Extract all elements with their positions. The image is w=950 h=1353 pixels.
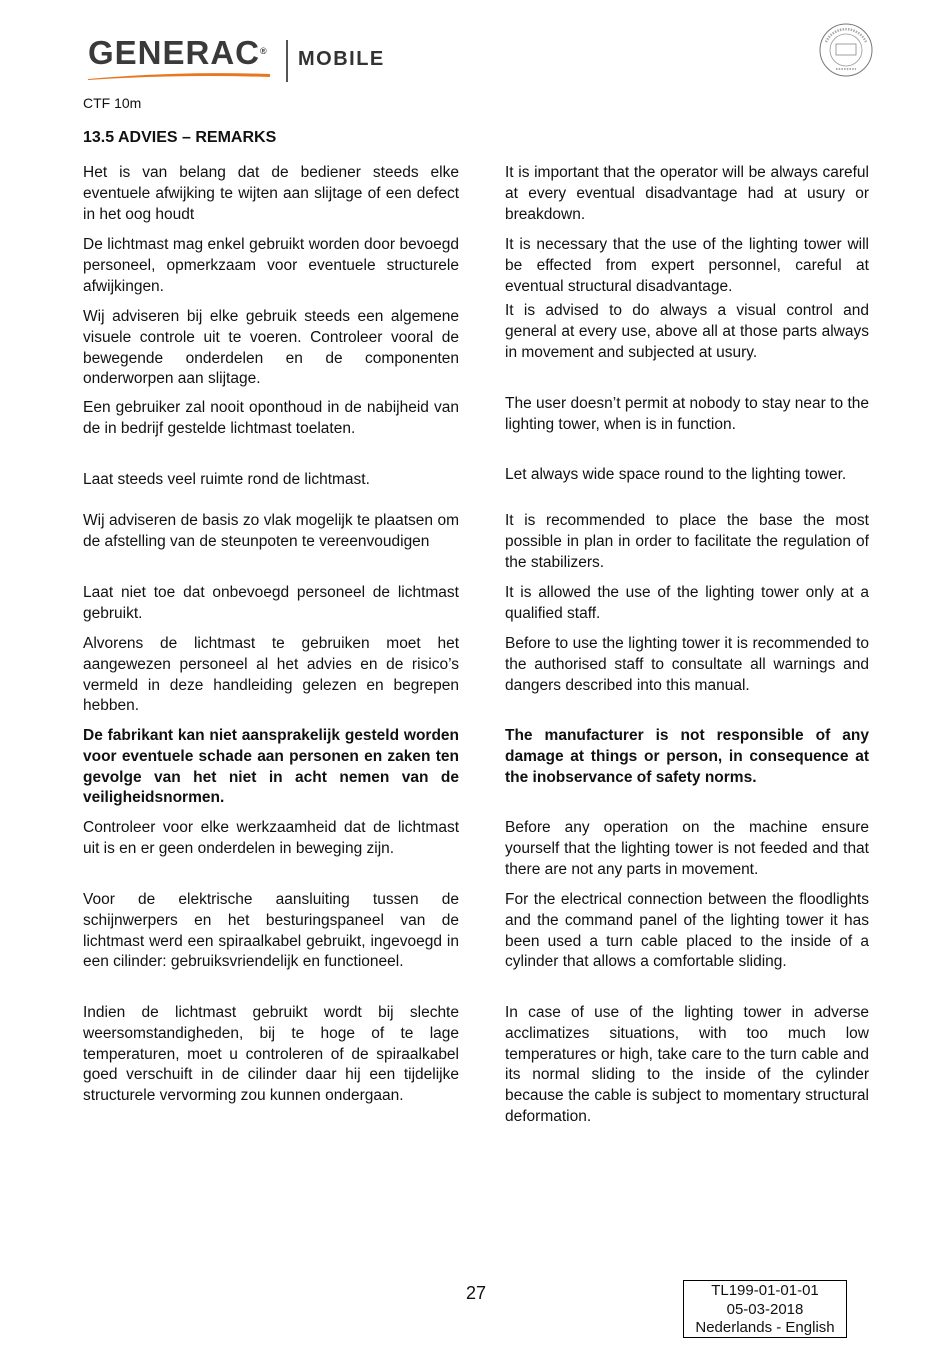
- en-paragraph: For the electrical connection between the floodlights and the command panel of the lighting tower it has been used a turn cable placed to the inside of a cylinder that allows a comfortable sliding.: [505, 891, 869, 971]
- nl-paragraph: Het is van belang dat de bediener steeds elke eventuele afwijking te wijten aan slijtage of een defect in het oog houdt: [83, 164, 459, 223]
- en-paragraph: It is recommended to place the base the most possible in plan in order to facilitate the regulation of the stabilizers.: [505, 512, 869, 571]
- nl-liability-notice: De fabrikant kan niet aansprakelijk gesteld worden voor eventuele schade aan personen en zaken ten gevolge van het niet in acht nemen van de veiligheidsnormen.: [83, 727, 459, 807]
- en-paragraph: Before any operation on the machine ensure yourself that the lighting tower is not feeded and that there are not any parts in movement.: [505, 819, 869, 878]
- nl-paragraph: Alvorens de lichtmast te gebruiken moet het aangewezen personeel al het advies en de risico’s vermeld in deze handleiding gelezen en begrepen hebben.: [83, 635, 459, 715]
- nl-paragraph: Indien de lichtmast gebruikt wordt bij slechte weersomstandigheden, bij te hoge of te lage temperaturen, moet u controleren of de spiraalkabel goed verschuift in de cilinder daar hij een tijdelijke structurele vervorming zou kunnen ondergaan.: [83, 1004, 459, 1105]
- en-paragraph: The user doesn’t permit at nobody to stay near to the lighting tower, when is in function.: [505, 395, 869, 433]
- brand-name: GENERAC: [88, 34, 261, 71]
- nl-paragraph: Voor de elektrische aansluiting tussen de schijnwerpers en het besturingspaneel van de lichtmast werd een spiraalkabel gebruikt, ingevoegd in een cilinder: gebruiksvriendelijk en functioneel.: [83, 891, 459, 971]
- logo-swoosh-icon: [88, 72, 270, 80]
- generac-logo: [88, 36, 268, 70]
- registered-mark: ®: [260, 46, 268, 56]
- document-code: CTF 10m: [83, 95, 142, 111]
- certification-seal-icon: [818, 22, 874, 78]
- reference-code: TL199-01-01-01: [711, 1282, 819, 1299]
- nl-paragraph: Wij adviseren bij elke gebruik steeds een algemene visuele controle uit te voeren. Controleer vooral de bewegende onderdelen en de componenten onderworpen aan slijtage.: [83, 308, 459, 388]
- page-number: 27: [466, 1283, 487, 1303]
- nl-paragraph: Een gebruiker zal nooit oponthoud in de nabijheid van de in bedrijf gestelde lichtmast toelaten.: [83, 399, 459, 437]
- nl-paragraph: Laat steeds veel ruimte rond de lichtmast.: [83, 471, 370, 488]
- en-paragraph: In case of use of the lighting tower in adverse acclimatizes situations, with too much low temperatures or high, take care to the turn cable and its normal sliding to the inside of the cylinder because the cable is subject to momentary structural deformation.: [505, 1004, 869, 1125]
- nl-paragraph: Wij adviseren de basis zo vlak mogelijk te plaatsen om de afstelling van de steunpoten te vereenvoudigen: [83, 512, 459, 550]
- en-paragraph: It is advised to do always a visual control and general at every use, above all at those parts always in movement and subjected at usury.: [505, 302, 869, 361]
- document-reference-box: [683, 1280, 847, 1338]
- languages: Nederlands - English: [695, 1319, 835, 1336]
- en-paragraph: It is important that the operator will be always careful at every eventual disadvantage had at usury or breakdown.: [505, 164, 869, 223]
- nl-paragraph: Laat niet toe dat onbevoegd personeel de lichtmast gebruikt.: [83, 584, 459, 622]
- nl-paragraph: Controleer voor elke werkzaamheid dat de lichtmast uit is en er geen onderdelen in beweging zijn.: [83, 819, 459, 857]
- revision-date: 05-03-2018: [726, 1300, 804, 1318]
- en-paragraph: It is necessary that the use of the lighting tower will be effected from expert personnel, careful at eventual structural disadvantage.: [505, 236, 869, 295]
- division-name: MOBILE: [298, 48, 385, 70]
- nl-paragraph: De lichtmast mag enkel gebruikt worden door bevoegd personeel, opmerkzaam voor eventuele structurele afwijkingen.: [83, 236, 459, 295]
- section-title: 13.5 ADVIES – REMARKS: [83, 129, 277, 146]
- en-paragraph: It is allowed the use of the lighting tower only at a qualified staff.: [505, 584, 869, 622]
- en-paragraph: Let always wide space round to the lighting tower.: [505, 466, 847, 483]
- page-header: [88, 36, 878, 86]
- en-liability-notice: The manufacturer is not responsible of any damage at things or person, in consequence at the inobservance of safety norms.: [505, 727, 869, 786]
- en-paragraph: Before to use the lighting tower it is recommended to the authorised staff to consultate all warnings and dangers described into this manual.: [505, 635, 869, 694]
- logo-divider: [286, 40, 288, 82]
